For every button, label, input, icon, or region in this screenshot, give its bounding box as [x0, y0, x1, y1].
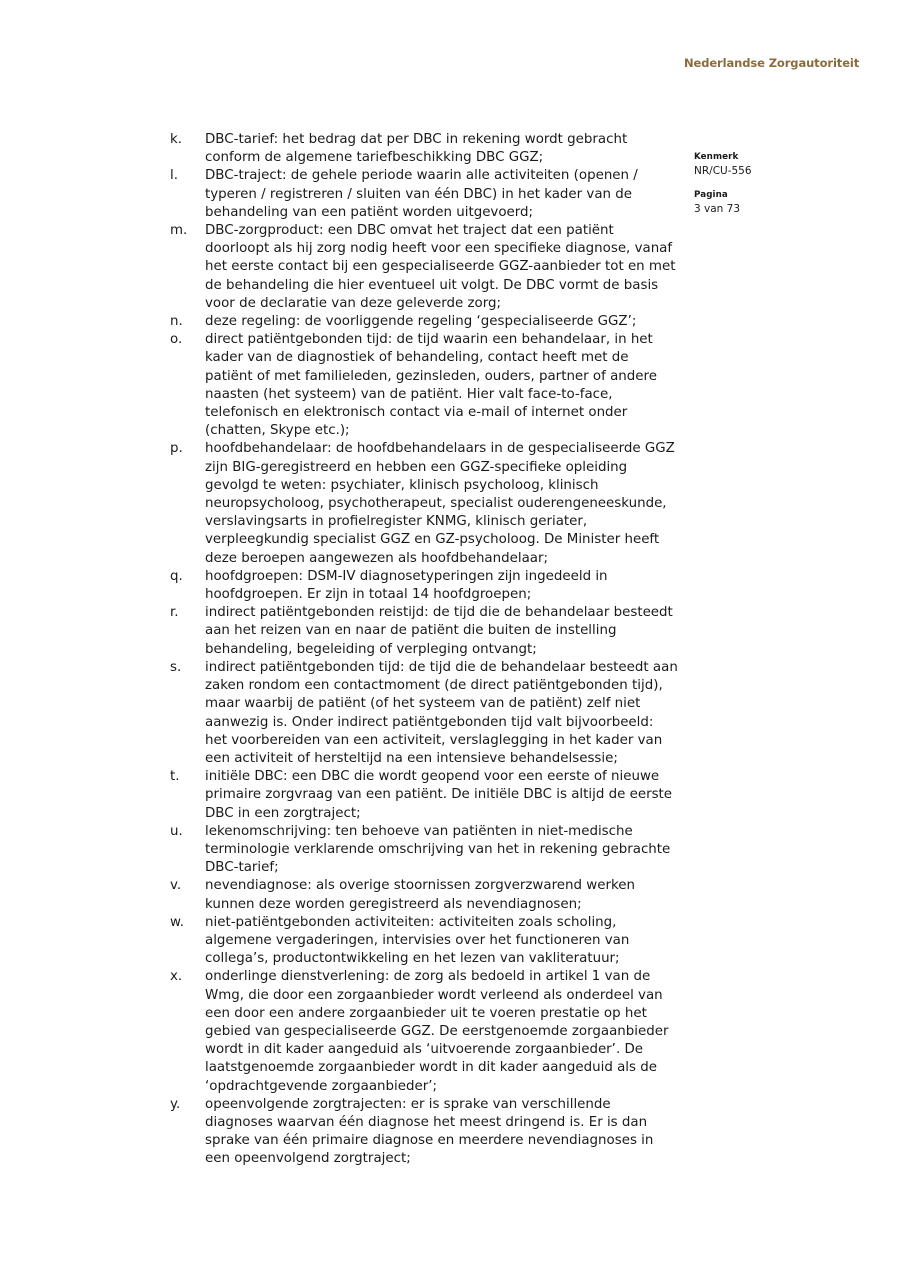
definitions-list [170, 131, 678, 1169]
definition-item [170, 167, 678, 222]
definition-letter: w. [170, 914, 184, 930]
definition-text: DBC-tarief: het bedrag dat per DBC in rekening wordt gebracht conform de algemene tariefbeschikking DBC GGZ; [205, 132, 628, 166]
definition-text: hoofdgroepen: DSM-IV diagnosetyperingen zijn ingedeeld in hoofdgroepen. Er zijn in totaal 14 hoofdgroepen; [205, 568, 608, 603]
definition-item [170, 604, 678, 659]
pagina-label: Pagina [694, 190, 728, 200]
kenmerk-value: NR/CU-556 [694, 165, 752, 177]
definition-item [170, 331, 678, 440]
definition-item [170, 914, 678, 969]
definition-text: nevendiagnose: als overige stoornissen zorgverzwarend werken kunnen deze worden geregistreerd als nevendiagnosen; [205, 878, 635, 912]
definition-item [170, 1096, 678, 1169]
definition-letter: u. [170, 823, 183, 839]
definition-item [170, 877, 678, 913]
pagina-value: 3 van 73 [694, 203, 741, 215]
kenmerk-block [694, 152, 854, 177]
definition-letter: o. [170, 332, 183, 348]
definition-item [170, 968, 678, 1095]
definition-item [170, 659, 678, 768]
definition-letter: m. [170, 223, 188, 239]
definition-item [170, 568, 678, 604]
definition-text: direct patiëntgebonden tijd: de tijd waarin een behandelaar, in het kader van de diagnostiek of behandeling, contact heeft met de patiënt of met familieleden, gezinsleden, ouders, partner of andere naasten (het systeem) van de patiënt. Hier valt face-to-face, telefonisch en elektronisch contact via e-mail of internet onder (chatten, Skype etc.); [205, 332, 657, 439]
page-meta-column [694, 152, 854, 228]
definition-text: indirect patiëntgebonden reistijd: de tijd die de behandelaar besteedt aan het reizen van en naar de patiënt die buiten de instelling behandeling, begeleiding of verpleging ontvangt; [205, 605, 673, 657]
definition-letter: k. [170, 132, 183, 147]
definition-item [170, 222, 678, 313]
definition-item [170, 131, 678, 167]
kenmerk-label: Kenmerk [694, 152, 739, 162]
definition-text: hoofdbehandelaar: de hoofdbehandelaars in de gespecialiseerde GGZ zijn BIG-geregistreerd en hebben een GGZ-specifieke opleiding gevolgd te weten: psychiater, klinisch psycholoog, klinisch neuropsycholoog, psychotherapeut, specialist ouderengeneeskunde, verslavingsarts in profielregister KNMG, klinisch geriater, verpleegkundig specialist GGZ en GZ-psycholoog. De Minister heeft deze beroepen aangewezen als hoofdbehandelaar; [205, 441, 675, 566]
definition-text: niet-patiëntgebonden activiteiten: activiteiten zoals scholing, algemene vergaderingen, intervisies over het functioneren van collega’s, productontwikkeling en het lezen van vakliteratuur; [205, 914, 630, 967]
definition-letter: s. [170, 659, 182, 675]
definition-letter: y. [170, 1096, 181, 1112]
definition-text: lekenomschrijving: ten behoeve van patiënten in niet-medische terminologie verklarende omschrijving van het in rekening gebrachte DBC-tarief; [205, 823, 671, 876]
nza-logo-wordmark: Nederlandse Zorgautoriteit [684, 56, 860, 70]
definition-text: indirect patiëntgebonden tijd: de tijd die de behandelaar besteedt aan zaken rondom een contactmoment (de direct patiëntgebonden tijd), maar waarbij de patiënt (of het systeem van de patiënt) zelf niet aanwezig is. Onder indirect patiëntgebonden tijd valt bijvoorbeeld: het voorbereiden van een activiteit, verslaglegging in het kader van een activiteit of hersteltijd na een intensieve behandelsessie; [205, 659, 678, 766]
definition-text: initiële DBC: een DBC die wordt geopend voor een eerste of nieuwe primaire zorgvraag van een patiënt. De initiële DBC is altijd de eerste DBC in een zorgtraject; [205, 769, 673, 821]
pagina-block [694, 190, 854, 215]
definition-letter: v. [170, 878, 182, 894]
definition-item [170, 440, 678, 567]
definition-letter: l. [170, 168, 178, 184]
definition-text: opeenvolgende zorgtrajecten: er is sprake van verschillende diagnoses waarvan één diagnose het meest dringend is. Er is dan sprake van één primaire diagnose en meerdere nevendiagnoses in een opeenvolgend zorgtraject; [205, 1096, 654, 1167]
definition-letter: n. [170, 314, 183, 330]
definition-letter: t. [170, 769, 180, 785]
definition-text: deze regeling: de voorliggende regeling ‘gespecialiseerde GGZ’; [205, 314, 637, 330]
definition-letter: r. [170, 605, 179, 621]
definition-letter: p. [170, 441, 183, 457]
definition-letter: x. [170, 969, 183, 985]
definition-item [170, 313, 678, 331]
definition-letter: q. [170, 568, 183, 584]
definition-text: DBC-zorgproduct: een DBC omvat het traject dat een patiënt doorloopt als hij zorg nodig heeft voor een specifieke diagnose, vanaf het eerste contact bij een gespecialiseerde GGZ-aanbieder tot en met de behandeling die hier eventueel uit volgt. De DBC vormt de basis voor de declaratie van deze geleverde zorg; [205, 223, 676, 311]
definition-item [170, 768, 678, 823]
definition-text: DBC-traject: de gehele periode waarin alle activiteiten (openen / typeren / registreren / sluiten van één DBC) in het kader van de behandeling van een patiënt worden uitgevoerd; [205, 168, 638, 220]
definition-text: onderlinge dienstverlening: de zorg als bedoeld in artikel 1 van de Wmg, die door een zorgaanbieder wordt verleend als onderdeel van een door een andere zorgaanbieder uit te voeren prestatie op het gebied van gespecialiseerde GGZ. De eerstgenoemde zorgaanbieder wordt in dit kader aangeduid als ‘uitvoerende zorgaanbieder’. De laatstgenoemde zorgaanbieder wordt in dit kader aangeduid als de ‘opdrachtgevende zorgaanbieder’; [205, 969, 669, 1094]
definition-item [170, 823, 678, 878]
